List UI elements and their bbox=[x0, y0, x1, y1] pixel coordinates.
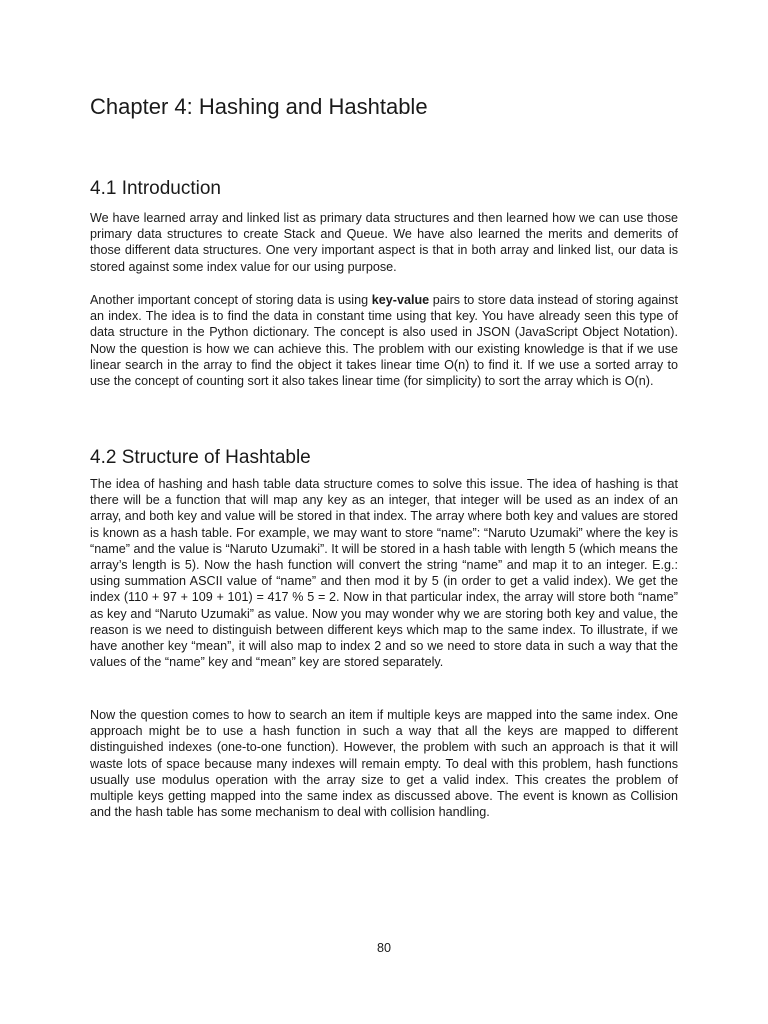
section-heading-introduction: 4.1 Introduction bbox=[90, 178, 221, 199]
section-heading-structure-of-hashtable: 4.2 Structure of Hashtable bbox=[90, 447, 311, 468]
paragraph-text-segment: Another important concept of storing data is using bbox=[90, 293, 372, 307]
paragraph-text-segment: pairs to store data instead of storing against an index. The idea is to find the data in constant time using that key. You have already seen this type of data structure in the Python dictionary. The concept is also used in JSON (JavaScript Object Notation). Now the question is how we can achieve this. The problem with our existing knowledge is that if we use linear search in the array to find the object it takes linear time O(n) to find it. If we use a sorted array to use the concept of counting sort it also takes linear time (for simplicity) to sort the array which is O(n). bbox=[90, 293, 678, 389]
paragraph-introduction-2 bbox=[90, 292, 678, 389]
paragraph-introduction-1: We have learned array and linked list as primary data structures and then learned how we can use those primary data structures to create Stack and Queue. We have also learned the merits and demerits of those different data structures. One very important aspect is that in both array and linked list, our data is stored against some index value for our using purpose. bbox=[90, 211, 678, 274]
page-number: 80 bbox=[376, 941, 391, 955]
bold-term-key-value: key-value bbox=[371, 293, 430, 307]
paragraph-structure-1: The idea of hashing and hash table data structure comes to solve this issue. The idea of hashing is that there will be a function that will map any key as an integer, that integer will be used as an index of an array, and both key and value will be stored in that index. The array where both key and values are stored is known as a hash table. For example, we may want to store “name”: “Naruto Uzumaki” where the key is “name” and the value is “Naruto Uzumaki”. It will be stored in a hash table with length 5 (which means the array’s length is 5). Now the hash function will convert the string “name” and map it to an integer. E.g.: using summation ASCII value of “name” and then mod it by 5 (in order to get a valid index). We get the index (110 + 97 + 109 + 101) = 417 % 5 = 2. Now in that particular index, the array will store both “name” as key and “Naruto Uzumaki” as value. Now you may wonder why we are storing both key and value, the reason is we need to distinguish between different keys which map to the same index. To illustrate, if we have another key “mean”, it will also map to index 2 and so we need to store data in such a way that the values of the “name” key and “mean” key are stored separately. bbox=[90, 477, 678, 670]
document-page bbox=[90, 0, 678, 1024]
chapter-title: Chapter 4: Hashing and Hashtable bbox=[90, 94, 428, 119]
paragraph-structure-2: Now the question comes to how to search an item if multiple keys are mapped into the same index. One approach might be to use a hash function in such a way that all the keys are mapped to different distinguished indexes (one-to-one function). However, the problem with such an approach is that it will waste lots of space because many indexes will remain empty. To deal with this problem, hash functions usually use modulus operation with the array size to get a valid index. This creates the problem of multiple keys getting mapped into the same index as discussed above. The event is known as Collision and the hash table has some mechanism to deal with collision handling. bbox=[90, 708, 678, 820]
